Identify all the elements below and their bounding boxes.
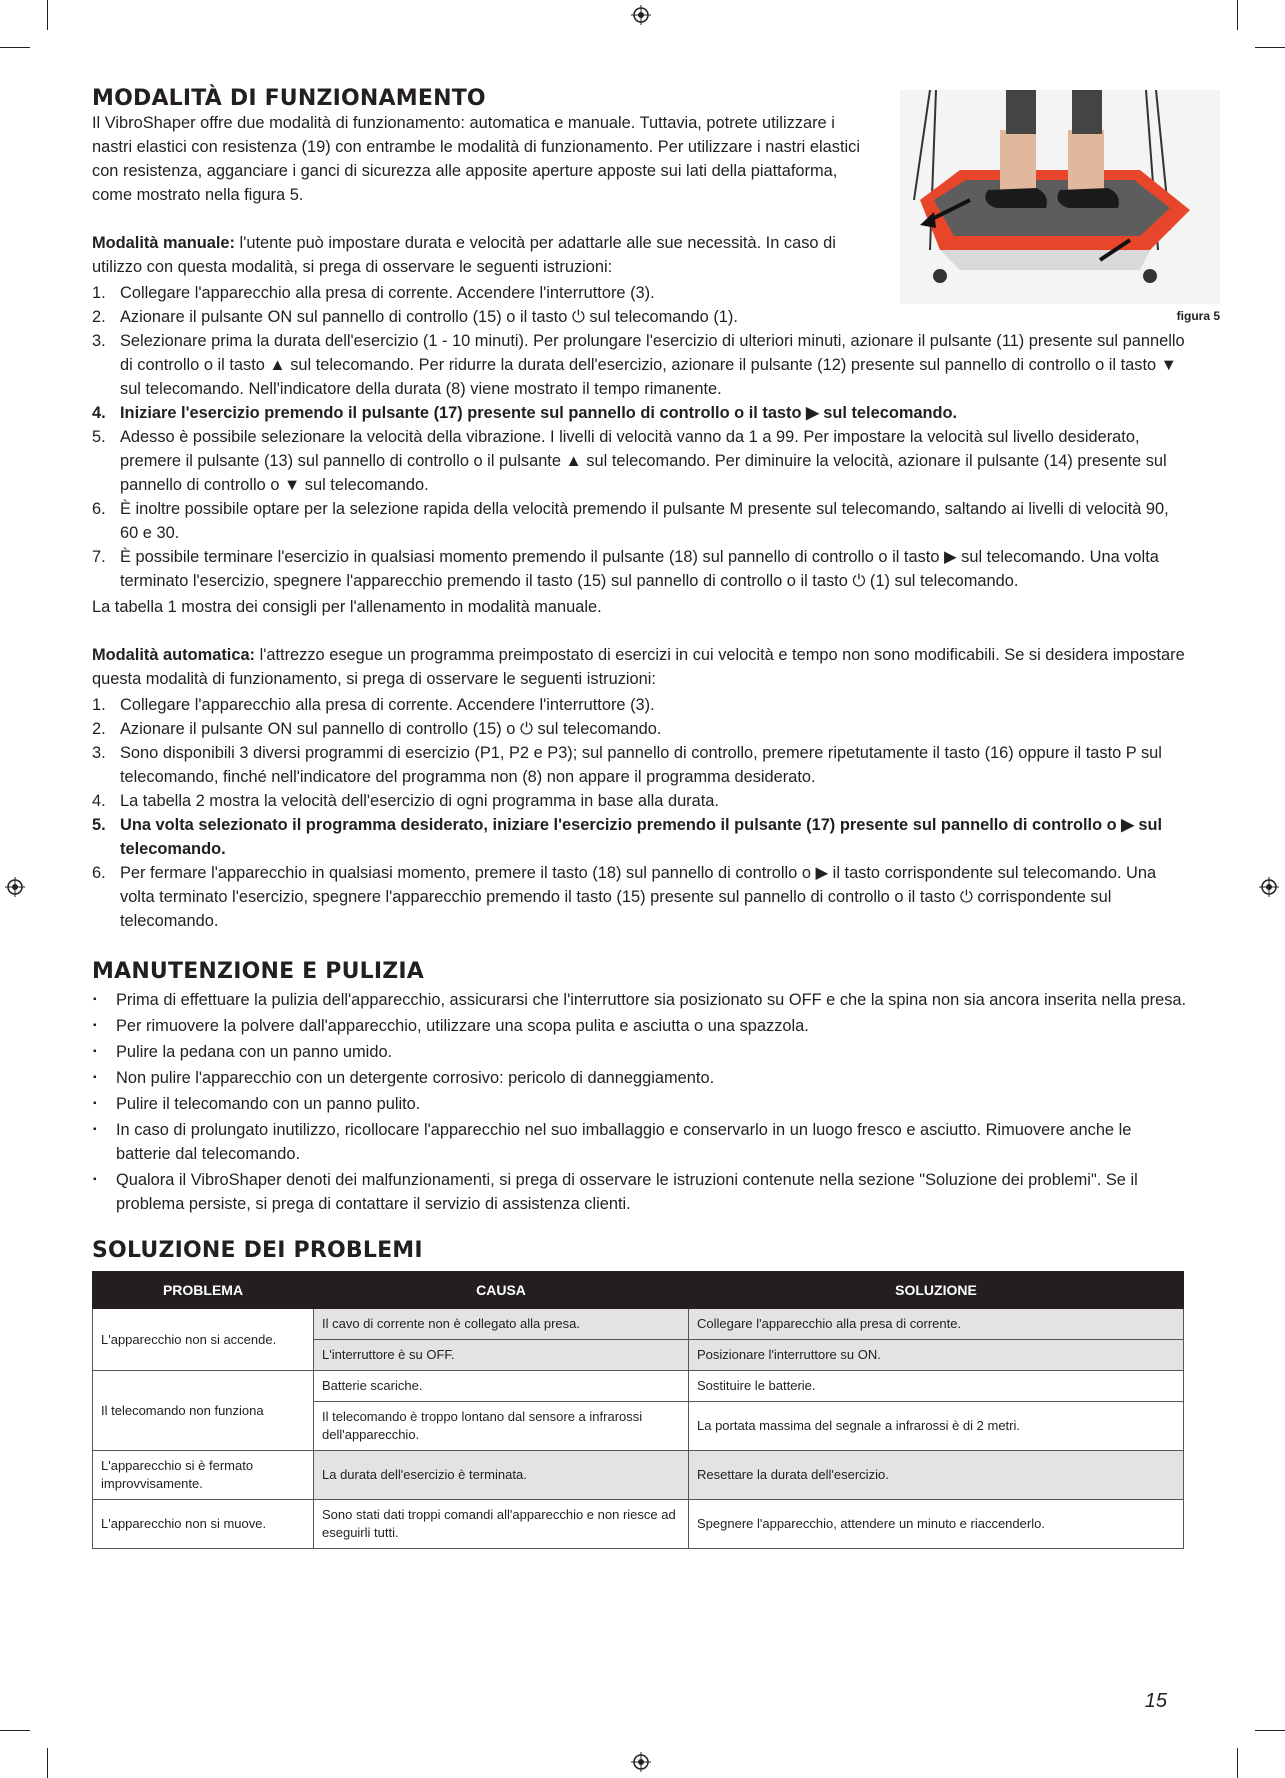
intro-paragraph: Il VibroShaper offre due modalità di funzionamento: automatica e manuale. Tuttavia, potrete utilizzare i nastri elastici con resistenza (19) con entrambe le modalità di funzionamento. Per utilizzare i nastri elastici con resistenza, agganciare i ganci di sicurezza alle apposite aperture apposte sui lati della piattaforma, come mostrato nella figura 5. xyxy=(92,114,860,204)
cell-solution: Sostituire le batterie. xyxy=(689,1371,1184,1402)
cell-solution: Collegare l'apparecchio alla presa di corrente. xyxy=(689,1309,1184,1340)
list-item: ▪ Qualora il VibroShaper denoti dei malfunzionamenti, si prega di osservare le istruzioni contenute nella sezione "Soluzione dei problemi". Se il problema persiste, si prega di contattare il servizio di assistenza clienti. xyxy=(92,1168,1189,1216)
step-number: 6. xyxy=(92,500,106,518)
crop-mark xyxy=(47,1748,48,1778)
list-item xyxy=(92,329,1189,401)
section-title-operating-modes: MODALITÀ DI FUNZIONAMENTO xyxy=(92,86,486,111)
section-title-troubleshooting: SOLUZIONE DEI PROBLEMI xyxy=(92,1238,423,1263)
crop-mark xyxy=(1237,1748,1238,1778)
step-number: 6. xyxy=(92,864,106,882)
crop-mark xyxy=(0,47,30,48)
auto-steps-list xyxy=(92,693,1189,933)
crop-mark xyxy=(1255,1730,1285,1731)
registration-mark-icon xyxy=(631,5,651,25)
step-text: È possibile terminare l'esercizio in qualsiasi momento premendo il pulsante (18) sul pannello di controllo o il tasto ▶ sul telecomando. Una volta terminato l'esercizio, spegnere l'apparecchio premendo il tasto (15) sul pannello di controllo o il tasto ⏻ (1) sul telecomando. xyxy=(120,548,1159,590)
step-number: 4. xyxy=(92,792,106,810)
list-item xyxy=(92,425,1189,497)
cell-cause: La durata dell'esercizio è terminata. xyxy=(314,1451,689,1500)
cell-problem: Il telecomando non funziona xyxy=(93,1371,314,1451)
list-item: ▪ Pulire la pedana con un panno umido. xyxy=(92,1040,1189,1064)
list-item: ▪ Non pulire l'apparecchio con un detergente corrosivo: pericolo di danneggiamento. xyxy=(92,1066,1189,1090)
troubleshooting-table xyxy=(92,1271,1184,1549)
figure-5 xyxy=(900,90,1220,323)
auto-mode-paragraph xyxy=(92,643,1189,691)
step-number: 2. xyxy=(92,308,106,326)
step-text: Per fermare l'apparecchio in qualsiasi momento, premere il tasto (18) sul pannello di controllo o ▶ il tasto corrispondente sul telecomando. Una volta terminato l'esercizio, spegnere l'apparecchio premendo il tasto (15) presente sul pannello di controllo o il tasto ⏻ corrispondente sul telecomando. xyxy=(120,864,1157,930)
cell-cause: Sono stati dati troppi comandi all'apparecchio e non riesce ad eseguirli tutti. xyxy=(314,1500,689,1549)
list-item xyxy=(92,401,1189,425)
list-item xyxy=(92,741,1189,789)
cell-solution: Resettare la durata dell'esercizio. xyxy=(689,1451,1184,1500)
step-text: Collegare l'apparecchio alla presa di corrente. Accendere l'interruttore (3). xyxy=(120,696,655,714)
list-item xyxy=(92,789,1189,813)
step-text: Azionare il pulsante ON sul pannello di controllo (15) o ⏻ sul telecomando. xyxy=(120,720,662,738)
list-item xyxy=(92,861,1189,933)
cell-solution: Posizionare l'interruttore su ON. xyxy=(689,1340,1184,1371)
list-item: ▪ Pulire il telecomando con un panno pulito. xyxy=(92,1092,1189,1116)
list-item xyxy=(92,545,1189,593)
auto-mode-label: Modalità automatica: xyxy=(92,646,256,664)
step-number: 5. xyxy=(92,428,106,446)
step-text: Selezionare prima la durata dell'esercizio (1 - 10 minuti). Per prolungare l'esercizio di ulteriori minuti, azionare il pulsante (11) presente sul pannello di controllo o il tasto ▲ sul telecomando. Per ridurre la durata dell'esercizio, azionare il pulsante (12) presente sul pannello di controllo o il tasto ▼ sul telecomando. Nell'indicatore della durata (8) viene mostrato il tempo rimanente. xyxy=(120,332,1185,398)
cell-cause: L'interruttore è su OFF. xyxy=(314,1340,689,1371)
list-item xyxy=(92,717,1189,741)
registration-mark-icon xyxy=(631,1752,651,1772)
cell-cause: Batterie scariche. xyxy=(314,1371,689,1402)
step-text: È inoltre possibile optare per la selezione rapida della velocità premendo il pulsante M presente sul telecomando, saltando ai livelli di velocità 90, 60 e 30. xyxy=(120,500,1169,542)
table-row xyxy=(93,1371,1184,1402)
step-number: 7. xyxy=(92,548,106,566)
list-item xyxy=(92,693,1189,717)
cell-problem: L'apparecchio non si accende. xyxy=(93,1309,314,1371)
troubleshooting-body xyxy=(93,1309,1184,1549)
manual-mode-paragraph xyxy=(92,231,872,279)
table-row xyxy=(93,1500,1184,1549)
header-solution: SOLUZIONE xyxy=(689,1272,1184,1309)
step-number: 3. xyxy=(92,332,106,350)
step-number: 2. xyxy=(92,720,106,738)
crop-mark xyxy=(0,1730,30,1731)
list-item xyxy=(92,305,1189,329)
list-item: ▪ In caso di prolungato inutilizzo, ricollocare l'apparecchio nel suo imballaggio e conservarlo in un luogo fresco e asciutto. Rimuovere anche le batterie dal telecomando. xyxy=(92,1118,1189,1166)
table-row xyxy=(93,1451,1184,1500)
step-text: Sono disponibili 3 diversi programmi di esercizio (P1, P2 e P3); sul pannello di controllo, premere ripetutamente il tasto (16) oppure il tasto P sul telecomando, finché nell'indicatore del programma non (8) non appare il programma desiderato. xyxy=(120,744,1162,786)
step-text: Azionare il pulsante ON sul pannello di controllo (15) o il tasto ⏻ sul telecomando (1). xyxy=(120,308,738,326)
crop-mark xyxy=(1255,47,1285,48)
crop-mark xyxy=(47,0,48,30)
manual-steps-list xyxy=(92,281,1189,593)
list-item: ▪ Per rimuovere la polvere dall'apparecchio, utilizzare una scopa pulita e asciutta o una spazzola. xyxy=(92,1014,1189,1038)
cell-problem: L'apparecchio non si muove. xyxy=(93,1500,314,1549)
section-title-maintenance: MANUTENZIONE E PULIZIA xyxy=(92,959,425,984)
cell-cause: Il telecomando è troppo lontano dal sensore a infrarossi dell'apparecchio. xyxy=(314,1402,689,1451)
page-content xyxy=(92,86,1220,1549)
step-number: 1. xyxy=(92,284,106,302)
maintenance-list xyxy=(92,988,1189,1216)
header-cause: CAUSA xyxy=(314,1272,689,1309)
list-item: ▪ Prima di effettuare la pulizia dell'apparecchio, assicurarsi che l'interruttore sia posizionato su OFF e che la spina non sia ancora inserita nella presa. xyxy=(92,988,1189,1012)
step-text: La tabella 2 mostra la velocità dell'esercizio di ogni programma in base alla durata. xyxy=(120,792,719,810)
figure-caption: figura 5 xyxy=(1176,309,1220,323)
crop-mark xyxy=(1237,0,1238,30)
manual-mode-label: Modalità manuale: xyxy=(92,234,235,252)
auto-mode-text: l'attrezzo esegue un programma preimpostato di esercizi in cui velocità e tempo non sono modificabili. Se si desidera impostare questa modalità di funzionamento, si prega di osservare le seguenti istruzioni: xyxy=(92,646,1185,688)
cell-solution: Spegnere l'apparecchio, attendere un minuto e riaccenderlo. xyxy=(689,1500,1184,1549)
cell-problem: L'apparecchio si è fermato improvvisamente. xyxy=(93,1451,314,1500)
list-item xyxy=(92,497,1189,545)
vibration-platform-photo-icon xyxy=(900,90,1220,304)
cell-solution: La portata massima del segnale a infrarossi è di 2 metri. xyxy=(689,1402,1184,1451)
step-text: Una volta selezionato il programma desiderato, iniziare l'esercizio premendo il pulsante (17) presente sul pannello di controllo o ▶ sul telecomando. xyxy=(120,816,1163,858)
step-number: 1. xyxy=(92,696,106,714)
page-number: 15 xyxy=(1144,1690,1167,1712)
list-item xyxy=(92,813,1189,861)
step-text: Collegare l'apparecchio alla presa di corrente. Accendere l'interruttore (3). xyxy=(120,284,655,302)
table-row xyxy=(93,1309,1184,1340)
step-number: 4. xyxy=(92,404,106,422)
manual-note: La tabella 1 mostra dei consigli per l'allenamento in modalità manuale. xyxy=(92,598,602,616)
step-text: Iniziare l'esercizio premendo il pulsante (17) presente sul pannello di controllo o il tasto ▶ sul telecomando. xyxy=(120,404,958,422)
registration-mark-icon xyxy=(1259,877,1279,897)
step-text: Adesso è possibile selezionare la velocità della vibrazione. I livelli di velocità vanno da 1 a 99. Per impostare la velocità sul livello desiderato, premere il pulsante (13) sul pannello di controllo o il pulsante ▲ sul telecomando. Per diminuire la velocità, azionare il pulsante (14) presente sul pannello di controllo o ▼ sul telecomando. xyxy=(120,428,1167,494)
cell-cause: Il cavo di corrente non è collegato alla presa. xyxy=(314,1309,689,1340)
header-problem: PROBLEMA xyxy=(93,1272,314,1309)
step-number: 3. xyxy=(92,744,106,762)
table-header-row xyxy=(93,1272,1184,1309)
step-number: 5. xyxy=(92,816,106,834)
registration-mark-icon xyxy=(5,877,25,897)
list-item xyxy=(92,281,1189,305)
manual-mode-text: l'utente può impostare durata e velocità per adattarle alle sue necessità. In caso di utilizzo con questa modalità, si prega di osservare le seguenti istruzioni: xyxy=(92,234,836,276)
